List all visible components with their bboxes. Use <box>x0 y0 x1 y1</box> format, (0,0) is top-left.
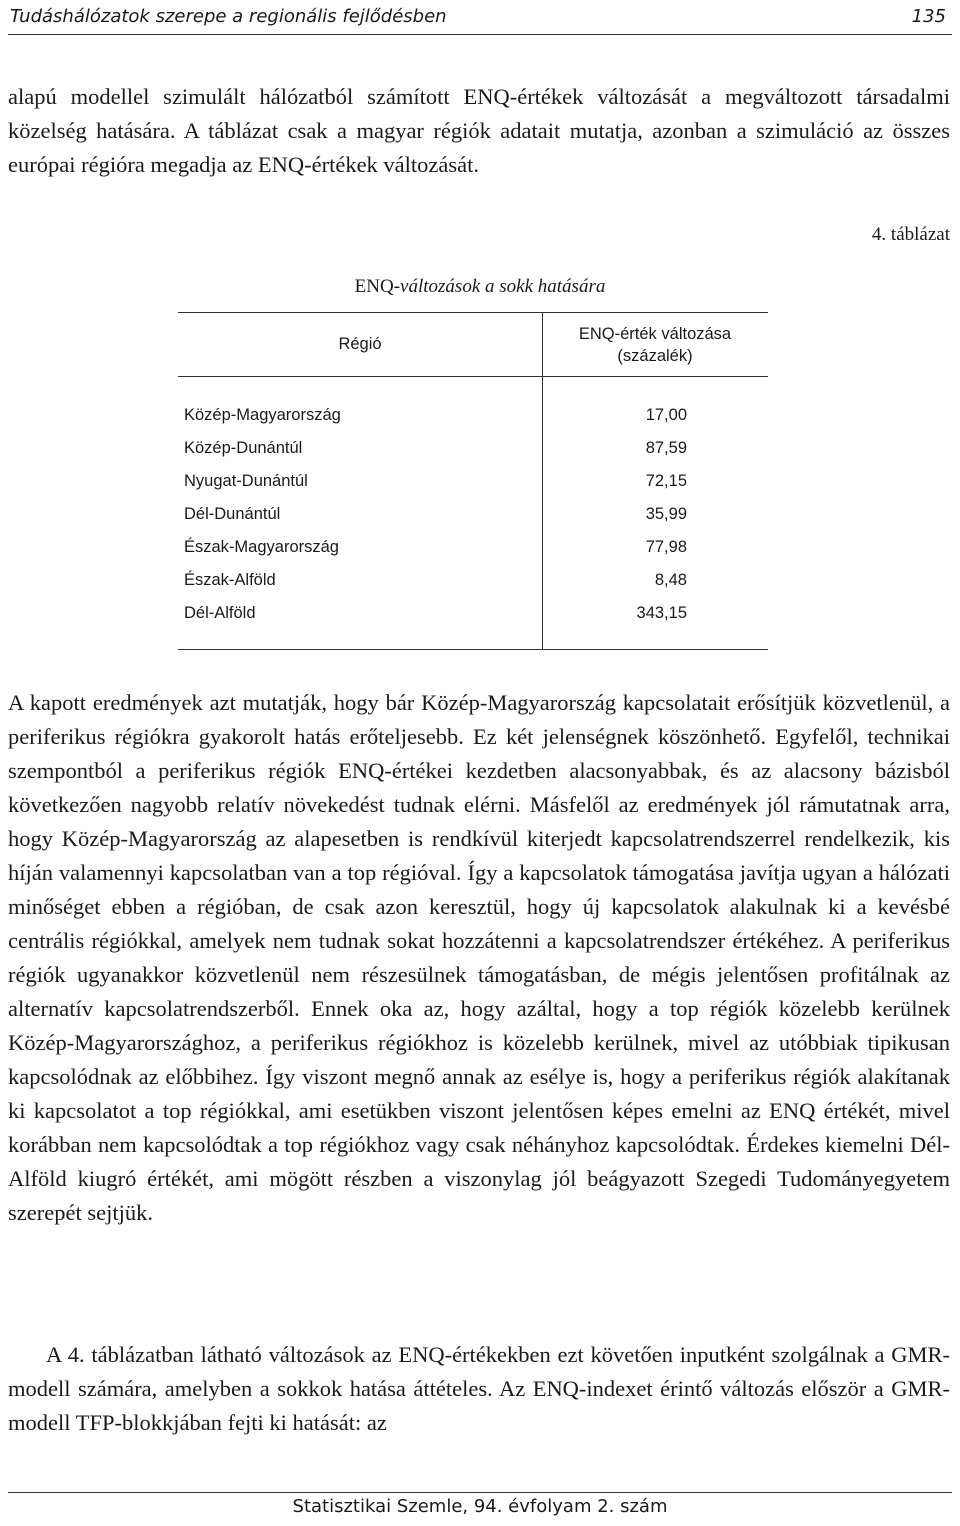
value-cell: 8,48 <box>654 571 687 589</box>
running-header <box>10 2 946 30</box>
table-body <box>178 402 768 633</box>
enq-change-table <box>178 312 768 652</box>
table-bottom-rule <box>178 649 768 650</box>
table-title-italic: változások a sokk hatására <box>400 276 606 297</box>
paragraph-continuation: A 4. táblázatban látható változások az ENQ-értékekben ezt követően inputként szolgálnak a GMR-modell számára, amelyben a sokkok hatása áttételes. Az ENQ-indexet érintő változás először a GMR-modell TFP-blokkjában fejti ki hatását: az <box>8 1342 950 1435</box>
table-title <box>0 276 960 298</box>
region-cell: Észak-Alföld <box>184 571 276 589</box>
region-cell: Nyugat-Dunántúl <box>184 472 308 490</box>
value-cell: 77,98 <box>645 538 687 556</box>
column-header-region: Régió <box>338 335 382 353</box>
region-cell: Közép-Dunántúl <box>184 439 303 457</box>
table-number-label: 4. táblázat <box>871 224 950 245</box>
value-cell: 87,59 <box>645 439 687 457</box>
value-cell: 35,99 <box>645 505 687 523</box>
journal-footer: Statisztikai Szemle, 94. évfolyam 2. szám <box>292 1496 668 1517</box>
page-number: 135 <box>911 5 946 27</box>
value-cell: 72,15 <box>645 472 687 490</box>
table-row <box>178 600 768 633</box>
region-cell: Dél-Dunántúl <box>184 505 281 523</box>
paragraph-intro: alapú modellel szimulált hálózatból számított ENQ-értékek változását a megváltozott társadalmi közelség hatására. A táblázat csak a magyar régiók adatait mutatja, azonban a szimuláció az összes európai régióra megadja az ENQ-értékek változását. <box>8 84 950 177</box>
table-header-rule <box>178 376 768 377</box>
table-row <box>178 501 768 534</box>
paragraph-results: A kapott eredmények azt mutatják, hogy bár Közép-Magyarország kapcsolatait erősítjük közvetlenül, a periferikus régiókra gyakorolt hatás erőteljesebb. Ez két jelenségnek köszönhető. Egyfelől, technikai szempontból a periferikus régiók ENQ-értékei kezdetben alacsonyabbak, és az alacsony bázisból következően nagyobb relatív növekedést tudnak elérni. Másfelől az eredmények jól rámutatnak arra, hogy Közép-Magyarország az alapesetben is rendkívül kiterjedt kapcsolatrendszerrel rendelkezik, kis híján valamennyi kapcsolatban van a top régióval. Így a kapcsolatok támogatása javítja ugyan a hálózati minőséget ebben a régióban, de csak azon keresztül, hogy új kapcsolatok alakulnak ki a kevésbé centrális régiókkal, amelyek nem tudnak sokat hozzátenni a kapcsolatrendszer értékéhez. A periferikus régiók ugyanakkor közvetlenül nem részesülnek támogatásban, de mégis jelentősen profitálnak az alternatív kapcsolatrendszerből. Ennek oka az, hogy azáltal, hogy a top régiók közelebb kerülnek Közép-Magyarországhoz, a periferikus régiókhoz is közelebb kerülnek, mivel az utóbbiak tipikusan kapcsolódnak az előbbihez. Így viszont megnő annak az esélye is, hogy a periferikus régiók alakítanak ki kapcsolatot a top régiókkal, ami esetükben viszont jelentősen képes emelni az ENQ értékét, mivel korábban nem kapcsolódtak a top régiókhoz vagy csak néhányhoz kapcsolódtak. Érdekes kiemelni Dél-Alföld kiugró értékét, ami mögött részben a viszonylag jól beágyazott Szegedi Tudományegyetem szerepét sejtjük. <box>8 690 950 1225</box>
table-row <box>178 567 768 600</box>
table-top-rule <box>178 312 768 313</box>
column-header-value-line2: (százalék) <box>617 347 693 365</box>
region-cell: Észak-Magyarország <box>184 538 339 556</box>
running-title: Tudáshálózatok szerepe a regionális fejlődésben <box>10 5 447 27</box>
table-row <box>178 534 768 567</box>
table-row <box>178 435 768 468</box>
value-cell: 343,15 <box>636 604 687 622</box>
region-cell: Közép-Magyarország <box>184 406 341 424</box>
table-row <box>178 468 768 501</box>
region-cell: Dél-Alföld <box>184 604 256 622</box>
column-header-value <box>542 323 768 367</box>
footer-divider <box>8 1492 952 1493</box>
table-row <box>178 402 768 435</box>
column-header-value-line1: ENQ-érték változása <box>578 325 732 343</box>
value-cell: 17,00 <box>645 406 687 424</box>
header-divider <box>8 34 952 35</box>
table-title-prefix: ENQ- <box>354 276 401 297</box>
